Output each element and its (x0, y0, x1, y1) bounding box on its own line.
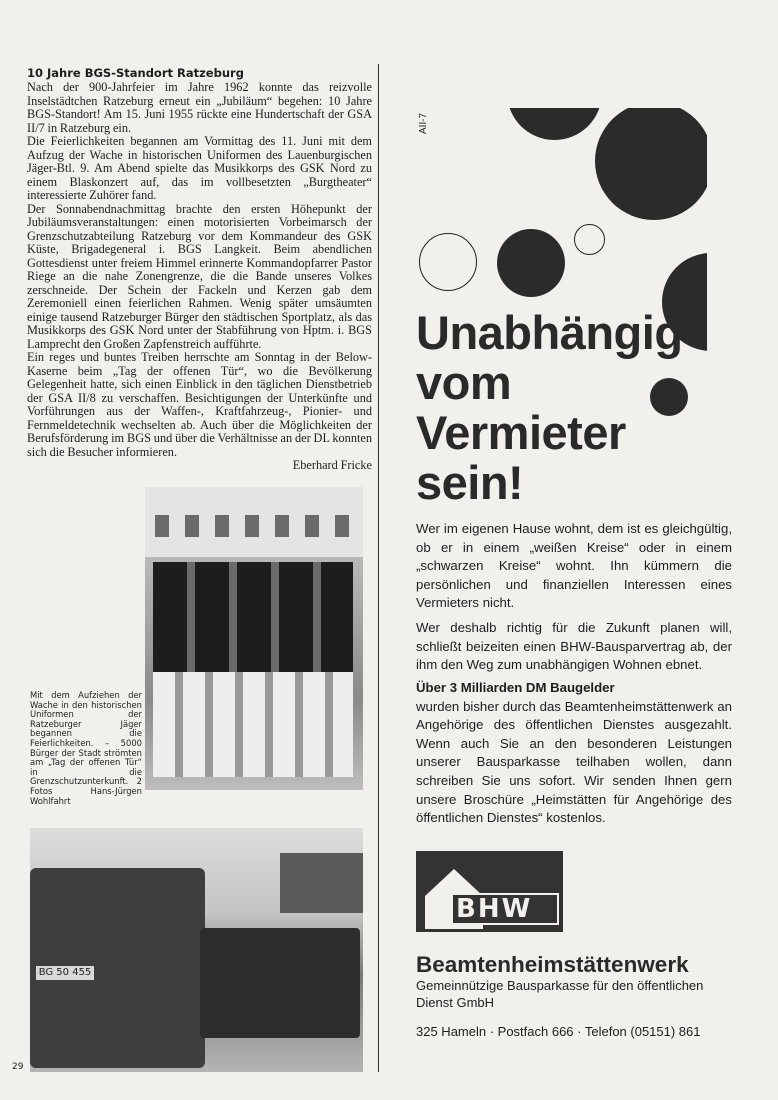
ad-body (416, 520, 732, 681)
soldiers-uniforms (153, 562, 353, 672)
large-black-circle (595, 108, 707, 220)
article-paragraph: Nach der 900-Jahrfeier im Jahre 1962 konnte das reizvolle Inselstädtchen Ratzeburg erneut ein „Jubiläum“ begehen: 10 Jahre BGS-Standort! Am 15. Juni 1955 rückte eine Hundertschaft der GSA II/7 in Ratzeburg ein. (27, 80, 372, 135)
headline-line: sein! (416, 456, 524, 509)
headline-line: Unabhängig (416, 306, 683, 359)
half-circle-top (507, 108, 602, 140)
ad-headline (416, 308, 683, 508)
open-circle-large (419, 233, 477, 291)
photo-caption: Mit dem Aufziehen der Wache in den historischen Uniformen der Ratzeburger Jäger begannen die Feierlichkeiten. – 5000 Bürger der Stadt strömten am „Tag der offenen Tür“ in die Grenzschutzunterkunft. 2 Fotos Hans-Jürgen Wohlfahrt (30, 690, 142, 806)
ad-code: AII-7 (418, 112, 429, 134)
bhw-logo (416, 851, 563, 932)
article-paragraph: Ein reges und buntes Treiben herrschte am Sonntag in der Below-Kaserne beim „Tag der offenen Tür“, wo die Bevölkerung Gelegenheit hatte, sich einen Einblick in den täglichen Dienstbetrieb der GSA II/8 zu verschaffen. Besichtigungen der Unterkünfte und Vorführungen aus der Waffen-, Kraftfahrzeug-, Pionier- und Fernmeldetechnik wechselten ab. Auch über die Möglichkeiten der Berufsförderung im BGS und über die Verhältnisse an der DL konnten sich die Besucher informieren. (27, 350, 372, 459)
article-author: Eberhard Fricke (292, 458, 372, 472)
article-title: 10 Jahre BGS-Standort Ratzeburg (27, 66, 244, 80)
photo-vehicles (30, 828, 363, 1072)
company-name: Beamtenheimstättenwerk (416, 952, 689, 977)
photo-guard-parade (145, 487, 363, 790)
headline-line: vom (416, 356, 512, 409)
open-circle-small (574, 224, 605, 255)
ad-paragraph: wurden bisher durch das Beamtenheimstättenwerk an Angehörige des öffentlichen Dienstes ausgezahlt. Wenn auch Sie an den besonderen Leistungen unserer Bausparkasse teilhaben wollen, dann schreiben Sie uns sofort. Wir senden Ihnen gern unsere Broschüre „Heimstätten für Angehörige des öffentlichen Dienstes“ kostenlos. (416, 698, 732, 826)
soldiers-trousers (153, 672, 353, 777)
company-subtitle: Gemeinnützige Bausparkasse für den öffentlichen Dienst GmbH (416, 978, 704, 1010)
ad-paragraph: Wer im eigenen Hause wohnt, dem ist es gleichgültig, ob er in einem „weißen Kreise“ oder in einem „schwarzen Kreise“ wohnt. Ihn kümmern die persönlichen und finanziellen Interessen eines Vermieters nicht. (416, 521, 732, 611)
ad-body-2 (416, 679, 732, 828)
page-number: 29 (12, 1062, 24, 1072)
article-paragraph: Die Feierlichkeiten begannen am Vormittag des 11. Juni mit dem Aufzug der Wache in historischen Uniformen des Lauenburgischen Jäger-Btl. 9. Am Abend spielte das Musikkorps des GSK Nord zu einem Blaskonzert auf, das im vollbesetzten „Burgtheater“ interessierte Zuhörer fand. (27, 134, 372, 202)
ad-paragraph: Wer deshalb richtig für die Zukunft planen will, schließt beizeiten einen BHW-Bausparvertrag ab, der ihm den Weg zum unabhängigen Wohnen ebnet. (416, 619, 732, 673)
headline-line: Vermieter (416, 406, 626, 459)
ad-subheading: Über 3 Milliarden DM Baugelder (416, 680, 615, 695)
company-address: 325 Hameln · Postfach 666 · Telefon (05151) 861 (416, 1024, 701, 1039)
license-plate: BG 50 455 (36, 966, 94, 980)
article-body (27, 81, 372, 473)
building-windows (155, 515, 355, 537)
black-circle-medium (497, 229, 565, 297)
jeep (200, 928, 360, 1038)
building (280, 853, 363, 913)
column-divider (378, 64, 379, 1072)
logo-text: BHW (456, 894, 533, 924)
article-paragraph: Der Sonnabendnachmittag brachte den ersten Höhepunkt der Jubiläumsveranstaltungen: einen motorisierten Vorbeimarsch der Grenzschutzabteilung Ratzeburg vor dem Kommandeur des GSK Küste, Brigadegeneral i. BGS Langkeit. Beim abendlichen Gottesdienst unter freiem Himmel erinnerte Kommandopfarrer Pastor Riege an die nahe Zonengrenze, die die Bande unseres Volkes zerschneide. Der Schein der Fackeln und Kerzen gab dem Zeremoniell einen feierlichen Rahmen. Wenig später umsäumten einige tausend Ratzeburger Bürger den städtischen Sportplatz, als das Musikkorps des GSK Nord unter der Stabführung von Hptm. i. BGS Lamprecht den Großen Zapfenstreich aufführte. (27, 201, 372, 351)
